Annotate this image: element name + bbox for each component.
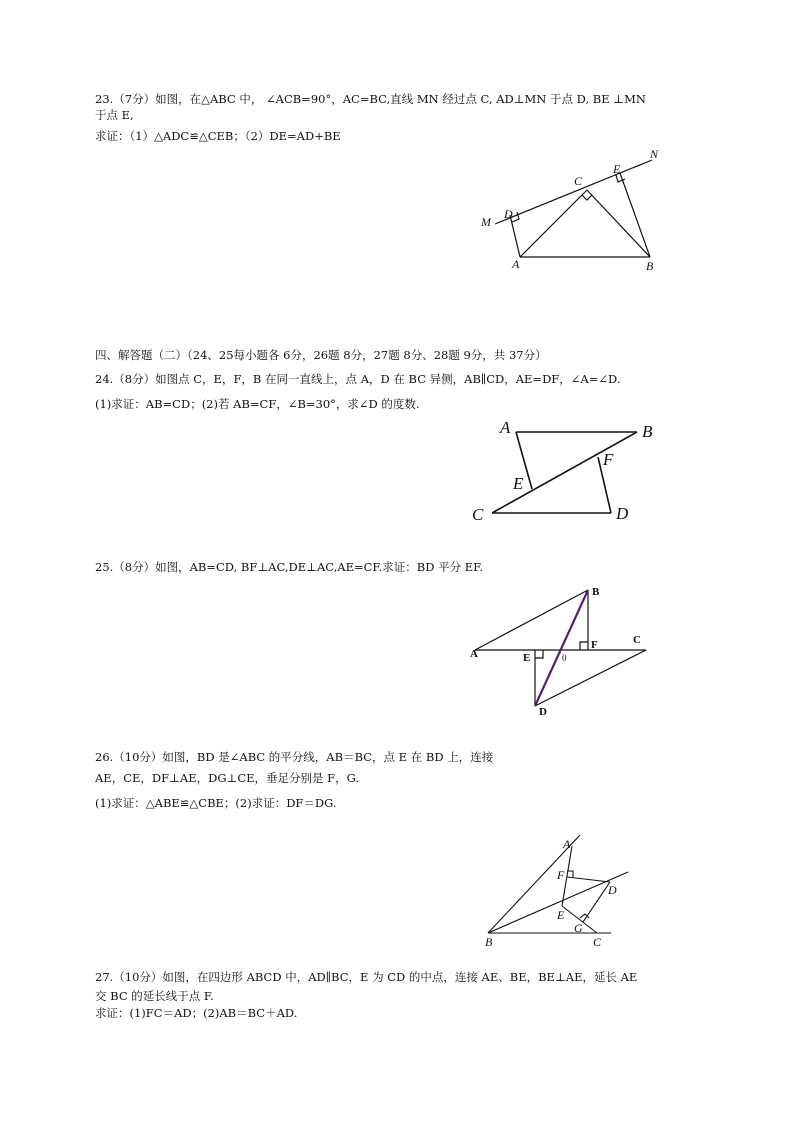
q26-label-d: D — [608, 883, 617, 897]
q25-right-angle-f — [580, 642, 588, 650]
q25-label-d: D — [539, 706, 547, 718]
q25-label-c: C — [633, 634, 641, 646]
q26-label-g: G — [574, 921, 583, 935]
q24-label-c: C — [472, 505, 484, 524]
q24-label-d: D — [616, 504, 629, 523]
q26-label-b: B — [485, 935, 493, 949]
q23-label-c: C — [574, 174, 583, 188]
q24-label-f: F — [603, 450, 614, 469]
q24-statement-line1: 24.（8分）如图点 C，E，F，B 在同一直线上，点 A，D 在 BC 异侧，AB∥CD，AE=DF，∠A=∠D. — [95, 372, 621, 386]
q27-statement-line2: 交 BC 的延长线于点 F. — [95, 989, 214, 1003]
q25-label-e: E — [523, 652, 531, 664]
q26-prove-line: (1)求证：△ABE≌△CBE；(2)求证：DF＝DG. — [95, 796, 337, 810]
q23-line-mn — [495, 160, 652, 224]
q23-figure — [470, 140, 690, 280]
q25-segment-ab — [475, 590, 588, 650]
q26-statement-line1: 26.（10分）如图，BD 是∠ABC 的平分线，AB＝BC，点 E 在 BD 上，连接 — [95, 750, 494, 764]
q25-right-angle-e — [535, 650, 543, 658]
q23-label-n: N — [650, 147, 659, 161]
q24-statement-line2: (1)求证：AB=CD；(2)若 AB=CF，∠B=30°，求∠D 的度数. — [95, 397, 420, 411]
q26-label-e: E — [557, 908, 565, 922]
q24-segment-cb — [492, 432, 637, 513]
q27-prove-line: 求证：(1)FC＝AD；(2)AB＝BC＋AD. — [95, 1006, 298, 1020]
q25-label-f: F — [591, 639, 598, 651]
q25-statement-line1: 25.（8分）如图，AB=CD, BF⊥AC,DE⊥AC,AE=CF.求证：BD 平分 EF. — [95, 560, 483, 574]
q25-segment-dc — [535, 650, 646, 706]
q23-label-a: A — [512, 257, 520, 271]
q23-statement-line2: 于点 E, — [95, 108, 134, 122]
q24-label-e: E — [513, 474, 524, 493]
q26-label-c: C — [593, 935, 602, 949]
q23-segment-bc — [587, 190, 650, 257]
q25-label-a: A — [470, 648, 478, 660]
q26-segment-df — [567, 877, 610, 882]
q23-label-m: M — [481, 215, 491, 229]
q26-statement-line2: AE，CE，DF⊥AE，DG⊥CE，垂足分别是 F，G. — [95, 771, 360, 785]
q23-right-angle-c — [582, 195, 592, 200]
q25-label-b: B — [592, 586, 600, 598]
q23-statement-line1: 23.（7分）如图，在△ABC 中， ∠ACB=90°，AC=BC,直线 MN 经过点 C, AD⊥MN 于点 D, BE ⊥MN — [95, 92, 646, 106]
q23-prove-line: 求证：（1）△ADC≌△CEB；（2）DE=AD+BE — [95, 129, 341, 143]
q25-label-o: 0 — [562, 653, 567, 663]
q23-label-e: E — [613, 162, 621, 176]
q24-label-b: B — [642, 422, 653, 441]
q25-figure — [465, 580, 660, 720]
q24-label-a: A — [500, 418, 511, 437]
q24-figure — [465, 415, 675, 530]
q27-statement-line1: 27.（10分）如图，在四边形 ABCD 中，AD∥BC，E 为 CD 的中点，连接 AE、BE，BE⊥AE，延长 AE — [95, 970, 638, 984]
section-heading: 四、解答题（二）（24、25每小题各 6分，26题 8分，27题 8分、28题 9分，共 37分） — [95, 348, 547, 362]
q23-label-b: B — [646, 259, 654, 273]
q26-label-a: A — [563, 837, 571, 851]
q26-label-f: F — [557, 868, 565, 882]
q26-figure — [470, 830, 645, 950]
q23-label-d: D — [504, 207, 513, 221]
q23-segment-be — [620, 173, 650, 257]
